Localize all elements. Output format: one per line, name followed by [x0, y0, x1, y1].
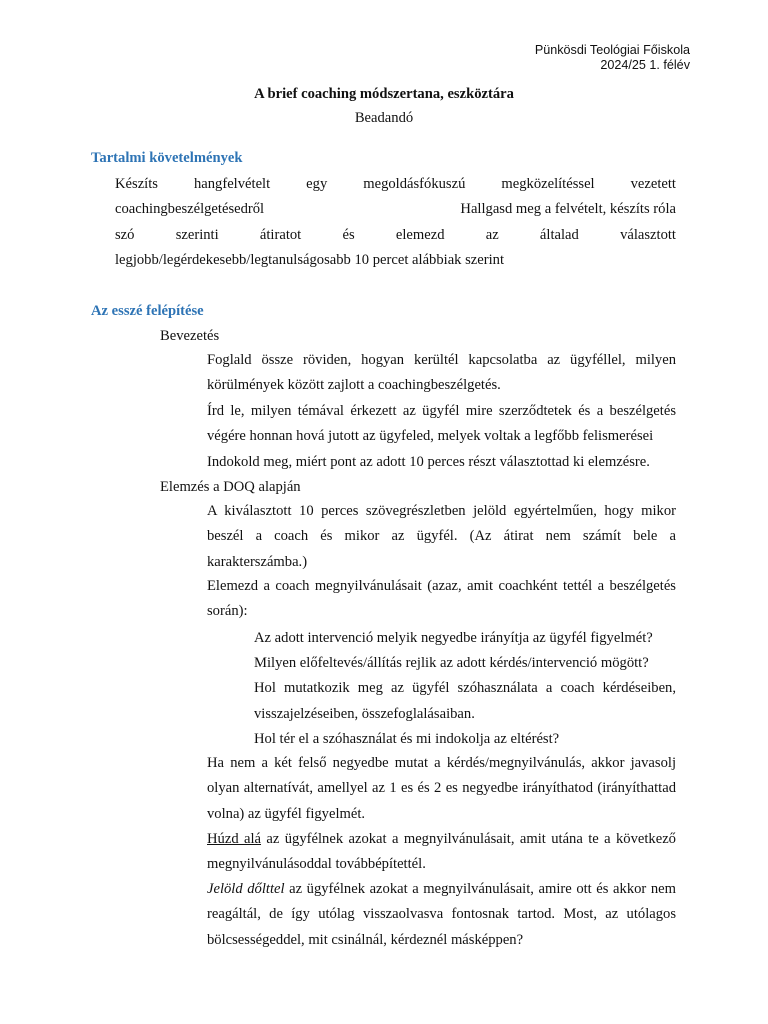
analysis-paragraph-2: Elemezd a coach megnyilvánulásait (azaz, amit coachként tettél a beszélgetés során):: [207, 578, 676, 620]
analysis-label: Elemzés a DOQ alapján: [160, 479, 301, 495]
alternative-paragraph: Ha nem a két felső negyedbe mutat a kérdés/megnyilvánulás, akkor javasolj olyan alternatívát, amellyel az 1 es és 2 es negyedbe irányíthatod (irányíthattad volna) az ügyfél figyelmét.: [207, 755, 676, 822]
institution-name: Pünkösdi Teológiai Főiskola: [534, 43, 690, 57]
italic-term: Jelöld dőlttel: [207, 881, 285, 897]
intro-paragraph-1: Foglald össze röviden, hogyan kerültél kapcsolatba az ügyféllel, milyen körülmények között zajlott a coachingbeszélgetés.: [207, 352, 676, 394]
analysis-paragraph-1: A kiválasztott 10 perces szövegrészletben jelöld egyértelműen, hogy mikor beszél a coach és mikor az ügyfél. (Az átirat nem számít bele a karakterszámba.): [207, 503, 676, 570]
intro-label: Bevezetés: [160, 328, 220, 344]
requirements-line-2a: coachingbeszélgetésedről: [115, 201, 265, 217]
document-title: A brief coaching módszertana, eszköztára: [254, 86, 514, 102]
question-3a: Hol mutatkozik meg az ügyfél szóhasználata a coach kérdéseiben,: [254, 680, 676, 696]
underline-text: az ügyfélnek azokat a megnyilvánulásait, amit utána te a következő megnyilvánulásoddal továbbépítettél.: [207, 831, 676, 873]
section-heading-structure: Az esszé felépítése: [91, 303, 204, 319]
italic-text: az ügyfélnek azokat a megnyilvánulásait, amire ott és akkor nem reagáltál, de így utólag visszaolvasva fontosnak tartod. Most, az utólagos bölcsességeddel, mit csinálnál, kérdeznél másképpen?: [207, 881, 676, 948]
document-subtitle: Beadandó: [354, 110, 414, 126]
requirements-line-2b: Hallgasd meg a felvételt, készíts róla: [460, 201, 676, 217]
section-heading-requirements: Tartalmi követelmények: [91, 150, 243, 166]
question-3b: visszajelzéseiben, összefoglalásaiban.: [254, 706, 475, 722]
italic-paragraph: [207, 877, 676, 953]
requirements-line-4: legjobb/legérdekesebb/legtanulságosabb 10 percet alábbiak szerint: [115, 252, 505, 268]
underline-term: Húzd alá: [207, 831, 262, 847]
intro-paragraph-3: Indokold meg, miért pont az adott 10 perces részt választottad ki elemzésre.: [207, 454, 650, 470]
question-2: Milyen előfeltevés/állítás rejlik az adott kérdés/intervenció mögött?: [254, 655, 649, 671]
question-1: Az adott intervenció melyik negyedbe irányítja az ügyfél figyelmét?: [254, 630, 653, 646]
page-header: [535, 43, 690, 73]
requirements-line-3: szó szerinti átiratot és elemezd az általad választott: [115, 227, 676, 243]
requirements-line-1: Készíts hangfelvételt egy megoldásfókuszú megközelítéssel vezetett: [115, 176, 676, 192]
underline-paragraph: [207, 827, 676, 878]
intro-paragraph-2: Írd le, milyen témával érkezett az ügyfél mire szerződtetek és a beszélgetés végére honnan hová jutott az ügyfeled, melyek voltak a legfőbb felismerései: [207, 403, 676, 445]
question-4: Hol tér el a szóhasználat és mi indokolja az eltérést?: [254, 731, 560, 747]
semester-label: 2024/25 1. félév: [600, 58, 690, 72]
